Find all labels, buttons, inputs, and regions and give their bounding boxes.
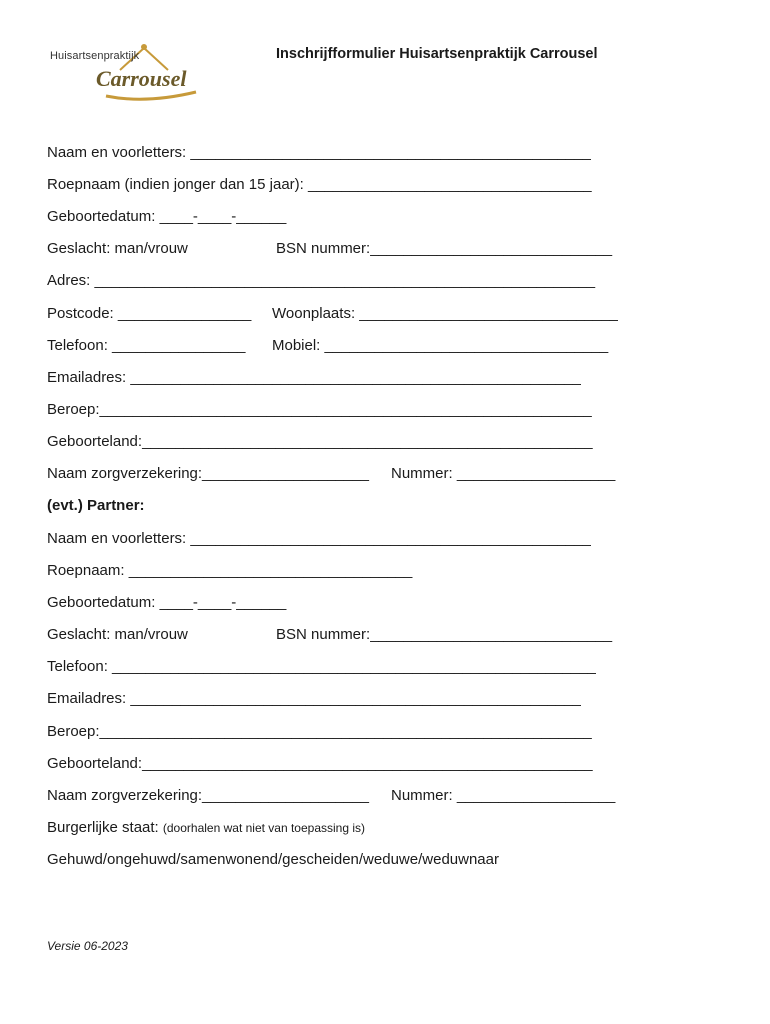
partner-naam[interactable]: Naam en voorletters: ________________________________________________ [47, 530, 591, 547]
burgerlijke-staat-options[interactable]: Gehuwd/ongehuwd/samenwonend/gescheiden/weduwe/weduwnaar [47, 851, 499, 868]
field-woonplaats[interactable]: Woonplaats: _______________________________ [272, 305, 618, 322]
field-postcode[interactable]: Postcode: ________________ [47, 305, 252, 322]
burgerlijke-staat-note: (doorhalen wat niet van toepassing is) [162, 821, 366, 835]
field-adres[interactable]: Adres: ____________________________________________________________ [47, 272, 596, 289]
version-label: Versie 06-2023 [47, 939, 128, 953]
partner-roepnaam[interactable]: Roepnaam: __________________________________ [47, 562, 413, 579]
burgerlijke-staat-label: Burgerlijke staat: [47, 819, 163, 836]
field-email[interactable]: Emailadres: ______________________________________________________ [47, 369, 581, 386]
partner-geboortedatum[interactable]: Geboortedatum: ____-____-______ [47, 594, 287, 611]
field-nummer[interactable]: Nummer: ___________________ [391, 465, 616, 482]
logo-big-text: Carrousel [96, 66, 187, 91]
field-beroep[interactable]: Beroep:___________________________________________________________ [47, 401, 592, 418]
partner-zorgverzekering[interactable]: Naam zorgverzekering:____________________ [47, 787, 369, 804]
field-zorgverzekering[interactable]: Naam zorgverzekering:____________________ [47, 465, 369, 482]
partner-geslacht[interactable]: Geslacht: man/vrouw [47, 626, 188, 643]
partner-email[interactable]: Emailadres: ______________________________________________________ [47, 690, 581, 707]
field-geslacht[interactable]: Geslacht: man/vrouw [47, 240, 188, 257]
partner-nummer[interactable]: Nummer: ___________________ [391, 787, 616, 804]
partner-geboorteland[interactable]: Geboorteland:______________________________________________________ [47, 755, 593, 772]
partner-heading: (evt.) Partner: [47, 497, 145, 514]
field-geboorteland[interactable]: Geboorteland:______________________________________________________ [47, 433, 593, 450]
field-roepnaam[interactable]: Roepnaam (indien jonger dan 15 jaar): __________________________________ [47, 176, 592, 193]
field-geboortedatum[interactable]: Geboortedatum: ____-____-______ [47, 208, 287, 225]
field-bsn[interactable]: BSN nummer:_____________________________ [276, 240, 613, 257]
partner-telefoon[interactable]: Telefoon: __________________________________________________________ [47, 658, 596, 675]
partner-bsn[interactable]: BSN nummer:_____________________________ [276, 626, 613, 643]
form-title: Inschrijfformulier Huisartsenpraktijk Carrousel [276, 46, 598, 62]
burgerlijke-staat [47, 819, 365, 837]
field-naam[interactable]: Naam en voorletters: ________________________________________________ [47, 144, 591, 161]
field-telefoon[interactable]: Telefoon: ________________ [47, 337, 246, 354]
logo-small-text: Huisartsenpraktijk [50, 50, 140, 62]
practice-logo [46, 40, 206, 106]
partner-beroep[interactable]: Beroep:___________________________________________________________ [47, 723, 592, 740]
field-mobiel[interactable]: Mobiel: __________________________________ [272, 337, 609, 354]
